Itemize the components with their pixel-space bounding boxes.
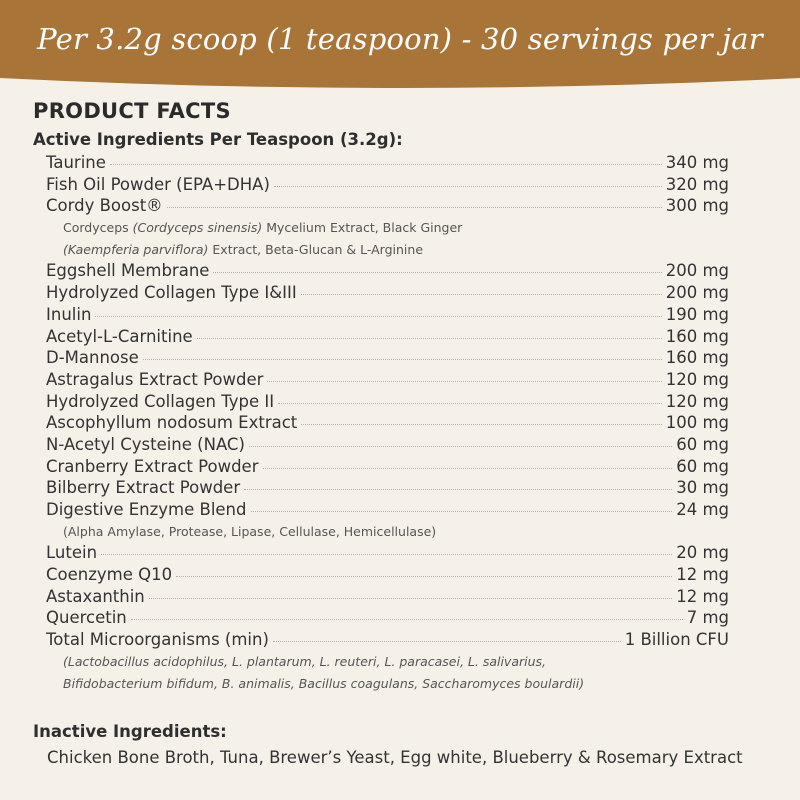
dot-leader [267, 380, 661, 382]
product-facts-panel [33, 96, 733, 694]
dot-leader [143, 358, 662, 360]
inactive-ingredients-list: Chicken Bone Broth, Tuna, Brewer’s Yeast, Egg white, Blueberry & Rosemary Extract [47, 748, 743, 767]
ingredient-amount: 60 mg [676, 434, 729, 454]
dot-leader [176, 575, 672, 577]
ingredient-row [46, 499, 729, 521]
ingredient-amount: 300 mg [665, 196, 729, 216]
dot-leader [101, 553, 672, 555]
ingredient-amount: 160 mg [665, 348, 729, 368]
ingredient-amount: 120 mg [665, 391, 729, 411]
ingredient-row [46, 326, 729, 348]
ingredient-amount: 340 mg [665, 153, 729, 172]
ingredient-row [46, 260, 729, 282]
ingredient-row [46, 152, 729, 174]
dot-leader [278, 402, 662, 404]
ingredient-name: Acetyl-L-Carnitine [46, 326, 193, 346]
ingredient-name: Coenzyme Q10 [46, 565, 173, 585]
ingredient-row [46, 195, 729, 217]
enzyme-blend-note: (Alpha Amylase, Protease, Lipase, Cellulase, Hemicellulase) [63, 523, 437, 539]
ingredient-row [46, 391, 729, 413]
ingredient-row [46, 607, 729, 629]
ingredient-name: Taurine [46, 153, 106, 172]
note-text: Cordyceps [63, 220, 133, 236]
ingredient-name: Fish Oil Powder (EPA+DHA) [46, 174, 270, 194]
dot-leader [301, 293, 662, 295]
ingredient-amount: 100 mg [665, 413, 729, 433]
ingredient-name: Astragalus Extract Powder [46, 369, 264, 389]
note-latin-names: (Lactobacillus acidophilus, L. plantarum, L. reuteri, L. paracasei, L. salivarius, [63, 653, 547, 669]
ingredient-row [46, 477, 729, 499]
ingredient-name: Digestive Enzyme Blend [46, 500, 247, 519]
ingredient-row [46, 369, 729, 391]
ingredient-amount: 20 mg [676, 543, 729, 563]
dot-leader [149, 597, 672, 599]
ingredient-name: Hydrolyzed Collagen Type I&III [46, 283, 297, 303]
dot-leader [301, 423, 661, 425]
note-latin-names: Bifidobacterium bifidum, B. animalis, Bacillus coagulans, Saccharomyces boulardii) [63, 675, 585, 691]
ingredient-list [33, 152, 733, 694]
ingredient-row [46, 174, 729, 196]
note-latin-name: (Kaempferia parviflora) [63, 241, 209, 257]
ingredient-name: Cordy Boost® [46, 196, 163, 216]
ingredient-name: N-Acetyl Cysteine (NAC) [46, 434, 245, 454]
ingredient-amount: 12 mg [676, 586, 729, 606]
dot-leader [273, 640, 621, 642]
ingredient-row [46, 456, 729, 478]
note-text: Mycelium Extract, Black Ginger [262, 220, 463, 236]
ingredient-amount: 160 mg [665, 326, 729, 346]
dot-leader [244, 488, 672, 490]
ingredient-row [46, 434, 729, 456]
cordy-boost-note-line2 [63, 239, 733, 261]
active-ingredients-heading: Active Ingredients Per Teaspoon (3.2g): [33, 130, 403, 149]
ingredient-name: Cranberry Extract Powder [46, 456, 259, 476]
ingredient-row [46, 542, 729, 564]
cordy-boost-note-line1 [63, 217, 733, 239]
product-facts-heading: PRODUCT FACTS [33, 99, 231, 123]
dot-leader [167, 206, 662, 208]
ingredient-name: Bilberry Extract Powder [46, 478, 241, 498]
ingredient-amount: 60 mg [676, 456, 729, 476]
ingredient-amount: 30 mg [676, 478, 729, 498]
ingredient-name: Eggshell Membrane [46, 261, 210, 281]
ingredient-name: Ascophyllum nodosum Extract [46, 413, 298, 433]
ingredient-name: Astaxanthin [46, 586, 145, 606]
dot-leader [95, 315, 661, 317]
banner-title: Per 3.2g scoop (1 teaspoon) - 30 servings per jar [37, 22, 763, 56]
ingredient-name: Inulin [46, 304, 92, 324]
ingredient-name: Lutein [46, 543, 98, 563]
ingredient-name: Quercetin [46, 608, 127, 628]
ingredient-row [46, 347, 729, 369]
dot-leader [213, 271, 661, 273]
ingredient-name: Hydrolyzed Collagen Type II [46, 391, 275, 411]
ingredient-row [46, 564, 729, 586]
ingredient-amount: 12 mg [676, 565, 729, 585]
ingredient-amount: 24 mg [676, 500, 729, 519]
dot-leader [274, 185, 662, 187]
ingredient-row [46, 282, 729, 304]
dot-leader [197, 337, 662, 339]
inactive-ingredients-heading: Inactive Ingredients: [33, 722, 227, 741]
dot-leader [110, 163, 662, 165]
ingredient-name: Total Microorganisms (min) [46, 630, 269, 650]
ingredient-row [46, 629, 729, 651]
ingredient-row [46, 304, 729, 326]
ingredient-amount: 7 mg [686, 608, 729, 628]
ingredient-amount: 1 Billion CFU [624, 630, 729, 650]
ingredient-amount: 200 mg [665, 283, 729, 303]
microorganisms-note-line2 [63, 673, 733, 695]
ingredient-amount: 320 mg [665, 174, 729, 194]
dot-leader [251, 510, 673, 512]
header-banner [0, 0, 800, 92]
ingredient-row [46, 586, 729, 608]
dot-leader [249, 445, 672, 447]
note-text: Extract, Beta-Glucan & L-Arginine [208, 241, 424, 257]
ingredient-name: D-Mannose [46, 348, 139, 368]
ingredient-row [46, 412, 729, 434]
note-latin-name: (Cordyceps sinensis) [132, 220, 263, 236]
ingredient-amount: 190 mg [665, 304, 729, 324]
dot-leader [131, 618, 683, 620]
ingredient-amount: 200 mg [665, 261, 729, 281]
microorganisms-note-line1 [63, 651, 733, 673]
dot-leader [263, 467, 673, 469]
ingredient-amount: 120 mg [665, 369, 729, 389]
